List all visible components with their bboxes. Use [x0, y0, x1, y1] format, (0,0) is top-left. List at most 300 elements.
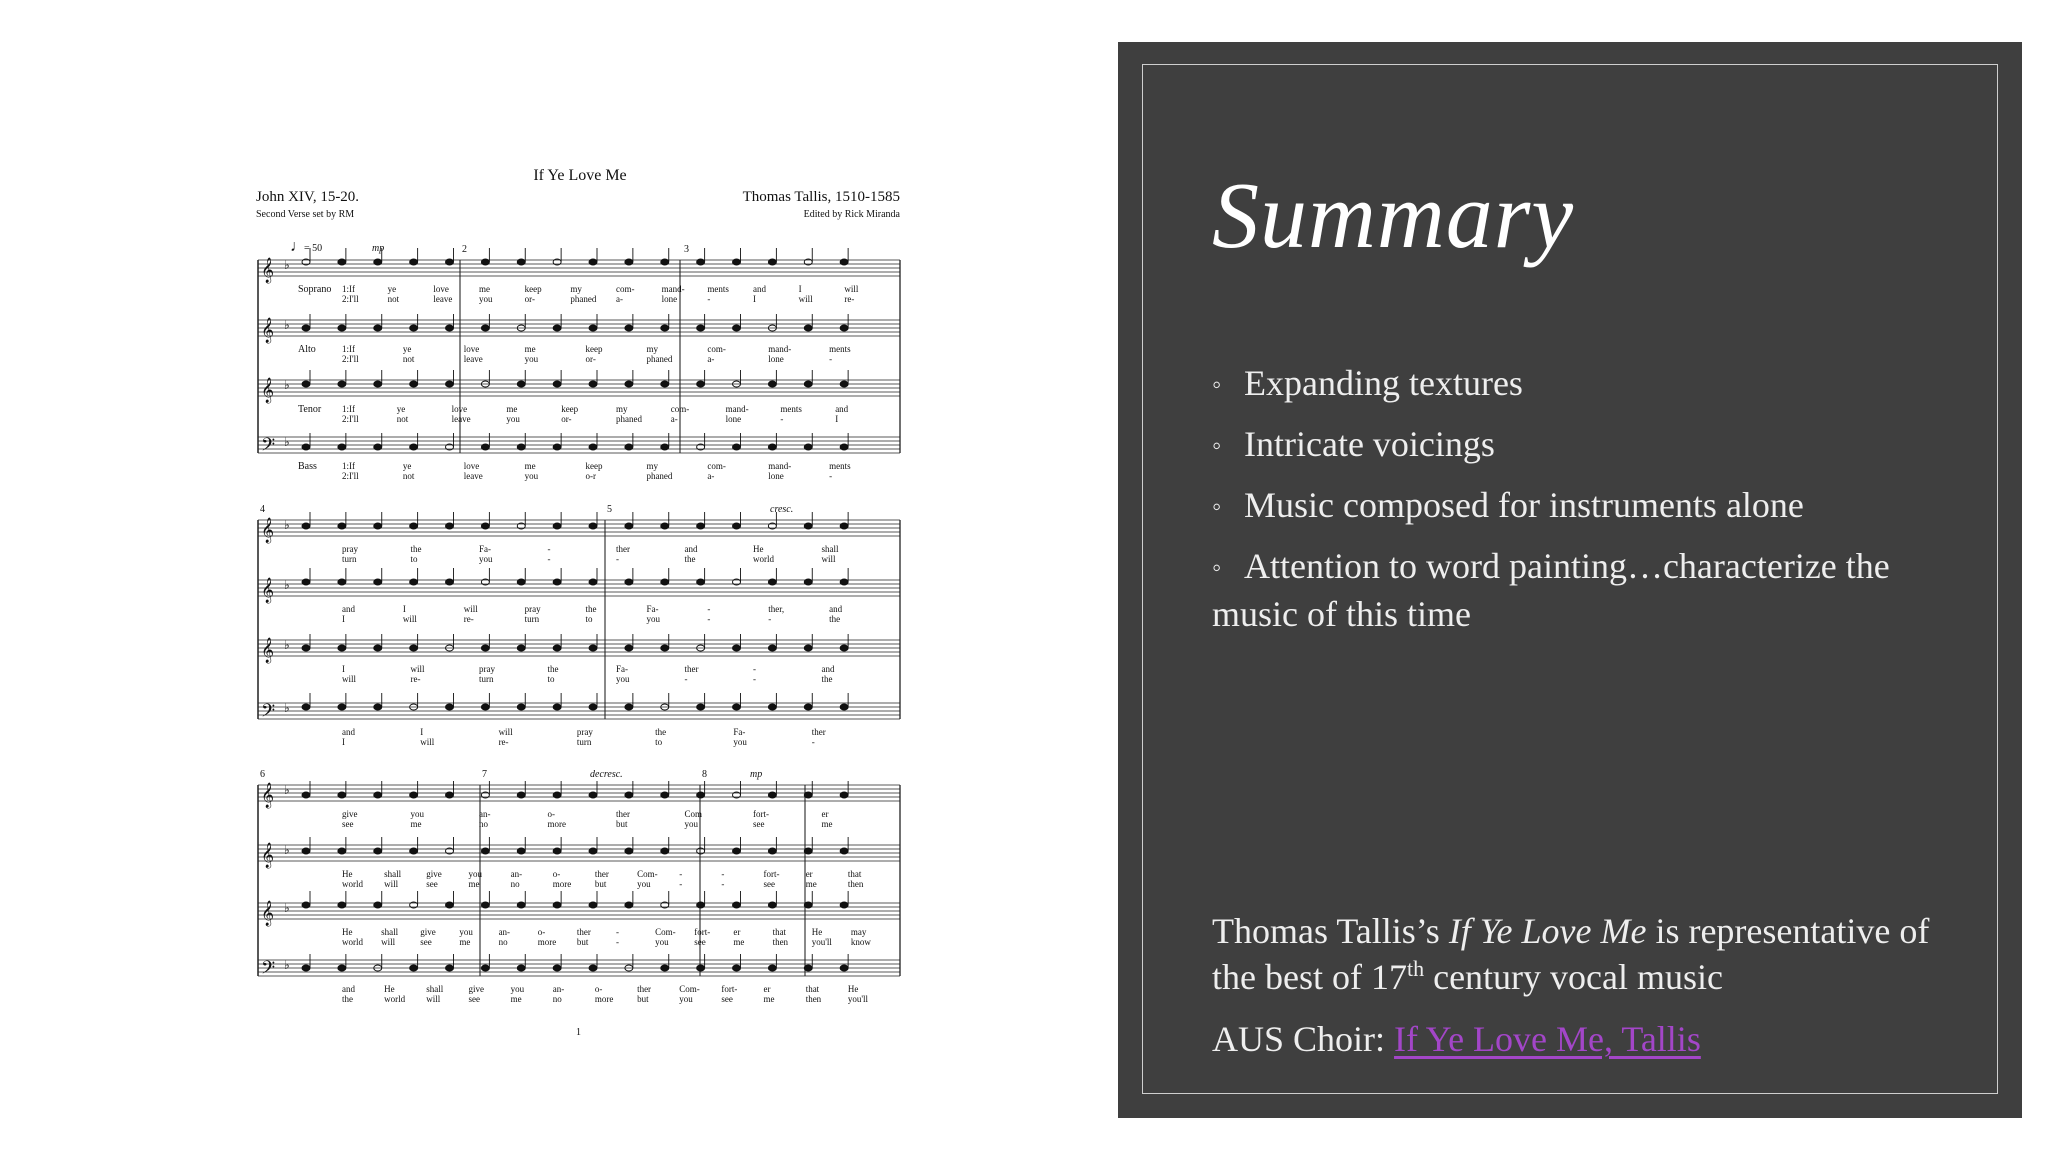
note-head [481, 965, 489, 971]
note-head [481, 704, 489, 710]
lyric-line: mand- [725, 404, 749, 414]
lyric-line: He [342, 927, 353, 937]
measure-number: 5 [607, 504, 612, 515]
key-signature-flat: ♭ [284, 578, 290, 592]
key-signature-flat: ♭ [284, 783, 290, 797]
note-head [589, 259, 597, 265]
note-head [804, 579, 812, 585]
lyric-line: or- [561, 414, 572, 424]
lyric-line: I [753, 294, 756, 304]
lyric-line: Com- [637, 869, 658, 879]
note-head [625, 704, 633, 710]
note-head [553, 444, 561, 450]
note-head [338, 381, 346, 387]
lyric-line: and [829, 604, 843, 614]
note-head [697, 579, 705, 585]
lyric-line: - [684, 674, 688, 684]
note-head [840, 792, 848, 798]
lyric-line: o- [537, 927, 546, 937]
lyric-line: an- [498, 927, 511, 937]
lyric-line: will [463, 604, 478, 614]
clef-symbol: 𝄞 [261, 257, 275, 282]
lyric-line: lone [725, 414, 742, 424]
lyric-line: leave [451, 414, 471, 424]
lyric-line: ye [402, 461, 412, 471]
lyric-line: He [342, 869, 353, 879]
note-head [374, 645, 382, 651]
lyric-line: you [459, 927, 473, 937]
statement-prefix: Thomas Tallis’s [1212, 911, 1449, 951]
note-head [625, 325, 633, 331]
lyric-line: will [426, 994, 441, 1004]
lyric-line: o- [594, 984, 603, 994]
note-head [733, 645, 741, 651]
lyric-line: the [585, 604, 597, 614]
lyric-line: keep [561, 404, 579, 414]
lyric-line: 1:If [342, 344, 355, 354]
lyric-line: I [342, 737, 345, 747]
lyric-line: no [552, 994, 562, 1004]
note-head [338, 848, 346, 854]
lyric-line: o- [552, 869, 561, 879]
note-head [446, 325, 454, 331]
lyric-line: the [829, 614, 841, 624]
note-head [804, 381, 812, 387]
note-head [517, 902, 525, 908]
lyric-line: ye [396, 404, 406, 414]
summary-panel [1118, 42, 2022, 1118]
note-head [302, 965, 310, 971]
bullet-text: Expanding textures [1244, 363, 1523, 403]
note-head [661, 444, 669, 450]
voice-label: Tenor [298, 404, 322, 415]
lyric-line: but [637, 994, 649, 1004]
lyric-line: com- [616, 284, 635, 294]
lyric-line: Fa- [479, 544, 491, 554]
lyric-line: - [547, 554, 551, 564]
note-head [553, 579, 561, 585]
note-head [768, 902, 776, 908]
lyric-line: - [768, 614, 772, 624]
note-head [410, 645, 418, 651]
note-head [410, 965, 418, 971]
lyric-line: 1:If [342, 284, 355, 294]
lyric-line: - [811, 737, 815, 747]
note-head [840, 579, 848, 585]
lyric-line: you [479, 554, 493, 564]
lyric-line: ther [594, 869, 609, 879]
lyric-line: see [420, 937, 432, 947]
lyric-line: turn [479, 674, 494, 684]
lyric-line: see [721, 994, 733, 1004]
lyric-line: love [463, 461, 480, 471]
lyric-line: me [733, 937, 745, 947]
note-head [302, 848, 310, 854]
lyric-line: the [655, 727, 667, 737]
note-head [374, 259, 382, 265]
lyric-line: com- [707, 344, 726, 354]
lyric-line: ments [707, 284, 729, 294]
note-head [481, 523, 489, 529]
lyric-line: ther [811, 727, 826, 737]
note-head [517, 259, 525, 265]
lyric-line: - [721, 869, 725, 879]
lyric-line: will [798, 294, 813, 304]
tempo-mark: = 50 [304, 243, 323, 254]
lyric-line: or- [524, 294, 535, 304]
note-head [481, 444, 489, 450]
lyric-line: re- [410, 674, 421, 684]
note-head [661, 645, 669, 651]
bullet-text: Attention to word painting…characterize the music of this time [1212, 546, 1890, 634]
lyric-line: 1:If [342, 461, 355, 471]
lyric-line: an- [479, 809, 491, 819]
note-head [804, 792, 812, 798]
clef-symbol: 𝄞 [261, 577, 275, 602]
note-head [697, 381, 705, 387]
lyric-line: phaned [616, 414, 642, 424]
bullet-marker: ◦ [1212, 492, 1222, 521]
note-head [661, 259, 669, 265]
lyric-line: see [342, 819, 354, 829]
note-head [840, 381, 848, 387]
lyric-line: Com [684, 809, 703, 819]
bullet-item [1212, 360, 1952, 408]
lyric-line: see [694, 937, 706, 947]
measure-number: 6 [260, 769, 265, 780]
clef-symbol: 𝄞 [261, 317, 275, 342]
lyric-line: the [547, 664, 559, 674]
note-head [733, 965, 741, 971]
note-head [410, 523, 418, 529]
ordinal-suffix: th [1406, 956, 1425, 981]
note-head [410, 259, 418, 265]
lyric-line: - [753, 674, 756, 684]
note-head [589, 523, 597, 529]
note-head [338, 579, 346, 585]
note-head [840, 259, 848, 265]
note-head [302, 792, 310, 798]
note-head [697, 704, 705, 710]
lyric-line: give [342, 809, 358, 819]
note-head [553, 965, 561, 971]
score-source-note: Second Verse set by RM [256, 209, 355, 220]
note-head [410, 381, 418, 387]
lyric-line: re- [498, 737, 509, 747]
note-head [625, 848, 633, 854]
bullet-marker: ◦ [1212, 431, 1222, 460]
note-head [625, 523, 633, 529]
lyric-line: a- [616, 294, 623, 304]
lyric-line: turn [342, 554, 357, 564]
note-head [589, 579, 597, 585]
lyric-line: you [506, 414, 520, 424]
lyric-line: and [342, 604, 355, 614]
music-notation [250, 165, 910, 1045]
lyric-line: turn [576, 737, 592, 747]
lyric-line: you [510, 984, 525, 994]
note-head [553, 325, 561, 331]
note-head [517, 579, 525, 585]
lyric-line: I [342, 614, 345, 624]
clef-symbol: 𝄞 [261, 377, 275, 402]
lyric-line: to [410, 554, 418, 564]
note-head [625, 444, 633, 450]
note-head [768, 259, 776, 265]
lyric-line: no [498, 937, 508, 947]
lyric-line: lone [768, 354, 784, 364]
note-head [481, 325, 489, 331]
lyric-line: will [384, 879, 399, 889]
lyric-line: pray [479, 664, 495, 674]
note-head [338, 965, 346, 971]
lyric-line: com- [670, 404, 690, 414]
summary-statement [1212, 908, 1952, 1000]
note-head [589, 848, 597, 854]
lyric-line: - [780, 414, 784, 424]
note-head [338, 902, 346, 908]
lyric-line: no [510, 879, 520, 889]
lyric-line: fort- [753, 809, 769, 819]
lyric-line: ther [616, 809, 630, 819]
lyric-line: to [655, 737, 663, 747]
statement-middle: is representative of the best of 17 [1212, 911, 1930, 997]
lyric-line: I [342, 664, 345, 674]
lyric-line: me [506, 404, 518, 414]
note-head [589, 325, 597, 331]
note-head [338, 259, 346, 265]
lyric-line: that [847, 869, 862, 879]
lyric-line: not [402, 471, 415, 481]
lyric-line: com- [707, 461, 726, 471]
lyric-line: more [537, 937, 557, 947]
note-head [553, 902, 561, 908]
lyric-line: see [753, 819, 765, 829]
note-head [481, 259, 489, 265]
lyric-line: me [763, 994, 775, 1004]
key-signature-flat: ♭ [284, 378, 290, 392]
note-head [553, 792, 561, 798]
note-head [589, 965, 597, 971]
note-head [733, 902, 741, 908]
lyric-line: - [829, 471, 833, 481]
lyric-line: keep [585, 461, 603, 471]
lyric-line: - [679, 869, 683, 879]
lyric-line: re- [463, 614, 474, 624]
bullet-item [1212, 482, 1952, 530]
lyric-line: 2:I'll [342, 414, 359, 424]
note-head [446, 792, 454, 798]
measure-number: 7 [482, 769, 487, 780]
note-head [804, 645, 812, 651]
note-head [697, 523, 705, 529]
note-head [374, 381, 382, 387]
lyric-line: pray [576, 727, 593, 737]
work-title: If Ye Love Me [1448, 911, 1647, 951]
lyric-line: - [616, 554, 619, 564]
lyric-line: more [547, 819, 566, 829]
dynamic-mark: cresc. [770, 504, 794, 515]
lyric-line: er [821, 809, 829, 819]
note-head [840, 645, 848, 651]
key-signature-flat: ♭ [284, 958, 290, 972]
lyric-line: me [410, 819, 422, 829]
lyric-line: you [524, 471, 539, 481]
lyric-line: me [479, 284, 490, 294]
lyric-line: keep [585, 344, 603, 354]
note-head [446, 902, 454, 908]
lyric-line: know [850, 937, 871, 947]
note-head [517, 848, 525, 854]
note-head [661, 381, 669, 387]
lyric-line: an- [552, 984, 565, 994]
score-title: If Ye Love Me [533, 167, 627, 184]
lyric-line: more [552, 879, 572, 889]
score-source: John XIV, 15-20. [256, 189, 360, 205]
note-head [697, 902, 705, 908]
choir-video-link[interactable]: If Ye Love Me, Tallis [1394, 1019, 1701, 1059]
lyric-line: you'll [847, 994, 868, 1004]
note-head [840, 848, 848, 854]
lyric-line: see [468, 994, 480, 1004]
lyric-line: o- [547, 809, 555, 819]
lyric-line: fort- [721, 984, 738, 994]
measure-number: 8 [702, 769, 707, 780]
note-head [768, 704, 776, 710]
note-head [302, 645, 310, 651]
key-signature-flat: ♭ [284, 843, 290, 857]
note-head [661, 325, 669, 331]
note-head [553, 704, 561, 710]
lyric-line: will [342, 674, 357, 684]
lyric-line: ther [576, 927, 591, 937]
lyric-line: leave [463, 471, 483, 481]
lyric-line: He [753, 544, 764, 554]
note-head [768, 792, 776, 798]
note-head [589, 902, 597, 908]
clef-symbol: 𝄢 [261, 434, 276, 459]
lyric-line: but [576, 937, 589, 947]
note-head [302, 325, 310, 331]
lyric-line: me [510, 994, 522, 1004]
lyric-line: I [798, 284, 802, 294]
lyric-line: you'll [811, 937, 832, 947]
lyric-line: but [616, 819, 628, 829]
lyric-line: - [547, 544, 551, 554]
lyric-line: - [721, 879, 725, 889]
lyric-line: that [805, 984, 820, 994]
note-head [625, 645, 633, 651]
lyric-line: pray [342, 544, 358, 554]
lyric-line: pray [524, 604, 541, 614]
lyric-line: er [733, 927, 741, 937]
lyric-line: you [679, 994, 693, 1004]
note-head [517, 704, 525, 710]
lyric-line: shall [384, 869, 402, 879]
note-head [446, 381, 454, 387]
lyric-line: that [772, 927, 787, 937]
lyric-line: give [420, 927, 436, 937]
lyric-line: ments [829, 461, 851, 471]
note-head [517, 444, 525, 450]
lyric-line: world [384, 994, 406, 1004]
sheet-music [250, 165, 910, 1045]
lyric-line: then [805, 994, 822, 1004]
note-head [374, 325, 382, 331]
note-head [768, 579, 776, 585]
lyric-line: see [763, 879, 776, 889]
lyric-line: mand- [768, 461, 792, 471]
lyric-line: He [847, 984, 859, 994]
summary-bullet-list [1212, 360, 1952, 650]
lyric-line: will [420, 737, 435, 747]
lyric-line: will [402, 614, 417, 624]
note-head [302, 902, 310, 908]
note-head [840, 965, 848, 971]
note-head [733, 325, 741, 331]
clef-symbol: 𝄢 [261, 700, 276, 725]
lyric-line: ther [637, 984, 652, 994]
lyric-line: will [821, 554, 836, 564]
note-head [768, 848, 776, 854]
note-head [840, 444, 848, 450]
lyric-line: give [426, 869, 442, 879]
voice-label: Alto [298, 344, 316, 355]
lyric-line: me [821, 819, 833, 829]
lyric-line: my [616, 404, 628, 414]
note-head [804, 902, 812, 908]
note-head [374, 704, 382, 710]
key-signature-flat: ♭ [284, 318, 290, 332]
lyric-line: me [468, 879, 480, 889]
note-head [840, 902, 848, 908]
note-head [338, 792, 346, 798]
lyric-line: a- [670, 414, 678, 424]
lyric-line: Fa- [646, 604, 659, 614]
note-head [374, 523, 382, 529]
lyric-line: shall [381, 927, 399, 937]
note-head [697, 965, 705, 971]
note-head [374, 902, 382, 908]
lyric-line: will [410, 664, 425, 674]
lyric-line: mand- [661, 284, 685, 294]
note-head [374, 792, 382, 798]
key-signature-flat: ♭ [284, 435, 290, 449]
lyric-line: give [468, 984, 484, 994]
lyric-line: - [707, 294, 711, 304]
clef-symbol: 𝄞 [261, 782, 275, 807]
lyric-line: not [387, 294, 400, 304]
note-head [446, 579, 454, 585]
note-head [661, 848, 669, 854]
bullet-text: Music composed for instruments alone [1244, 485, 1804, 525]
lyric-line: ther [684, 664, 699, 674]
summary-heading: Summary [1212, 164, 1575, 268]
note-head [410, 325, 418, 331]
note-head [446, 523, 454, 529]
lyric-line: see [426, 879, 438, 889]
note-head [553, 848, 561, 854]
note-head [589, 645, 597, 651]
note-head [302, 381, 310, 387]
lyric-line: not [402, 354, 415, 364]
lyric-line: er [763, 984, 771, 994]
lyric-line: fort- [763, 869, 780, 879]
lyric-line: mand- [768, 344, 792, 354]
lyric-line: and [342, 727, 355, 737]
note-head [553, 523, 561, 529]
score-editor: Edited by Rick Miranda [803, 209, 900, 220]
